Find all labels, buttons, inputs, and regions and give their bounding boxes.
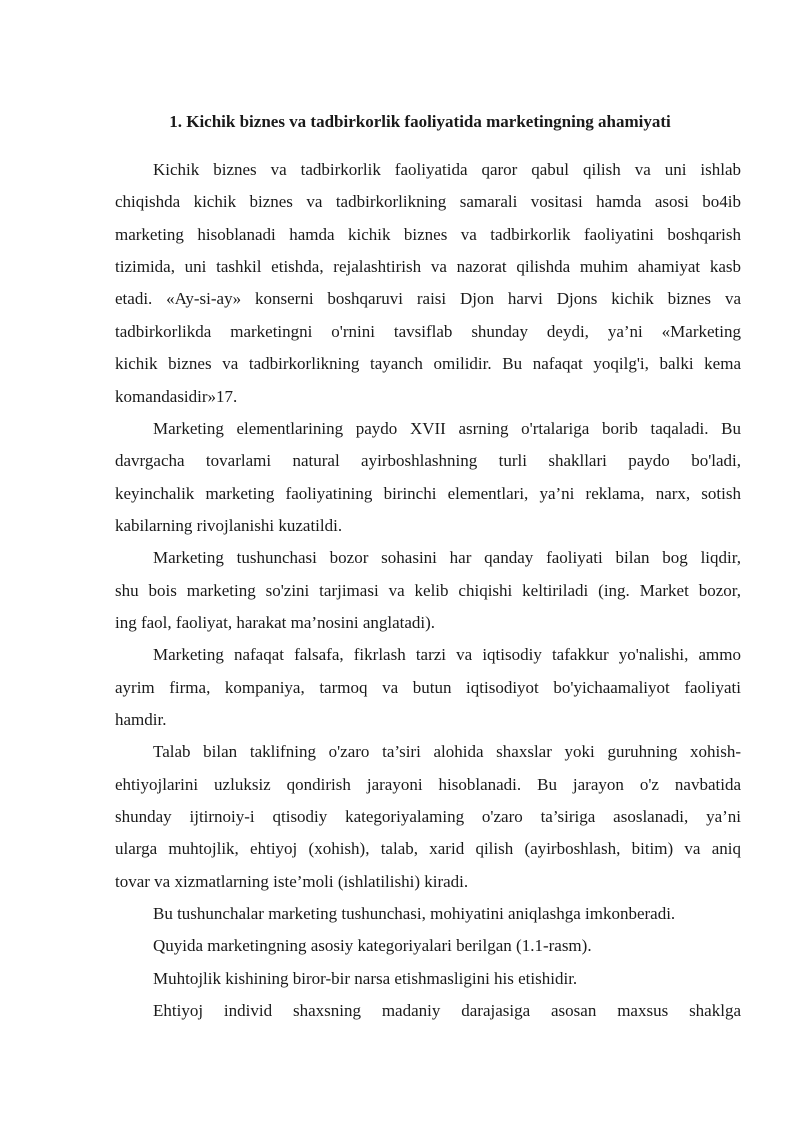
text-line: Marketing elementlarining paydo XVII asrning o'rtalariga borib taqaladi. Bu (153, 418, 741, 438)
text-line: kichik biznes va tadbirkorlikning tayanch omilidir. Bu nafaqat yoqilg'i, balki kema (115, 354, 741, 374)
text-line: ularga muhtojlik, ehtiyoj (xohish), talab, xarid qilish (ayirboshlash, bitim) va aniq (115, 839, 741, 859)
text-line: shunday ijtirnoiy-i qtisodiy kategoriyalaming o'zaro ta’siriga asoslanadi, ya’ni (115, 807, 741, 826)
text-line: komandasidir»17. (115, 386, 238, 406)
text-line: chiqishda kichik biznes va tadbirkorlikning samarali vositasi hamda asosi bo4ib (115, 192, 741, 212)
text-line: tadbirkorlikda marketingni o'rnini tavsiflab shunday deydi, ya’ni «Marketing (115, 321, 741, 341)
text-line: Muhtojlik kishining biror-bir narsa etishmasligini his etishidir. (153, 968, 578, 988)
text-line: etadi. «Ay-si-ay» konserni boshqaruvi raisi Djon harvi Djons kichik biznes va (115, 289, 741, 309)
text-line: Quyida marketingning asosiy kategoriyalari berilgan (1.1-rasm). (153, 936, 592, 956)
text-line: marketing hisoblanadi hamda kichik biznes va tadbirkorlik faoliyatini boshqarish (115, 224, 741, 244)
text-line: ehtiyojlarini uzluksiz qondirish jarayoni hisoblanadi. Bu jarayon o'z navbatida (115, 774, 741, 794)
text-line: ing faol, faoliyat, harakat ma’nosini anglatadi). (115, 612, 436, 632)
text-line: Bu tushunchalar marketing tushunchasi, mohiyatini aniqlashga imkonberadi. (153, 904, 676, 924)
section-heading: 1. Kichik biznes va tadbirkorlik faoliyatida marketingning ahamiyati (169, 112, 671, 131)
text-line: Ehtiyoj individ shaxsning madaniy darajasiga asosan maxsus shaklga (153, 1001, 741, 1021)
text-line: Marketing nafaqat falsafa, fikrlash tarzi va iqtisodiy tafakkur yo'nalishi, ammo (153, 645, 741, 665)
text-line: tizimida, uni tashkil etishda, rejalashtirish va nazorat qilishda muhim ahamiyat kasb (115, 257, 741, 277)
text-line: tovar va xizmatlarning iste’moli (ishlatilishi) kiradi. (115, 871, 469, 891)
text-line: kabilarning rivojlanishi kuzatildi. (115, 515, 343, 535)
text-line: Marketing tushunchasi bozor sohasini har qanday faoliyati bilan bog liqdir, (153, 548, 741, 568)
text-line: shu bois marketing so'zini tarjimasi va kelib chiqishi keltiriladi (ing. Market bozor, (115, 580, 741, 600)
text-line: keyinchalik marketing faoliyatining birinchi elementlari, ya’ni reklama, narx, sotish (115, 483, 741, 503)
text-line: davrgacha tovarlami natural ayirboshlashning turli shakllari paydo bo'ladi, (115, 451, 741, 471)
text-line: ayrim firma, kompaniya, tarmoq va butun iqtisodiyot bo'yichaamaliyot faoliyati (115, 677, 741, 697)
text-line: Talab bilan taklifning o'zaro ta’siri alohida shaxslar yoki guruhning xohish- (153, 742, 741, 762)
text-line: hamdir. (115, 710, 167, 729)
text-line: Kichik biznes va tadbirkorlik faoliyatida qaror qabul qilish va uni ishlab (153, 160, 741, 179)
